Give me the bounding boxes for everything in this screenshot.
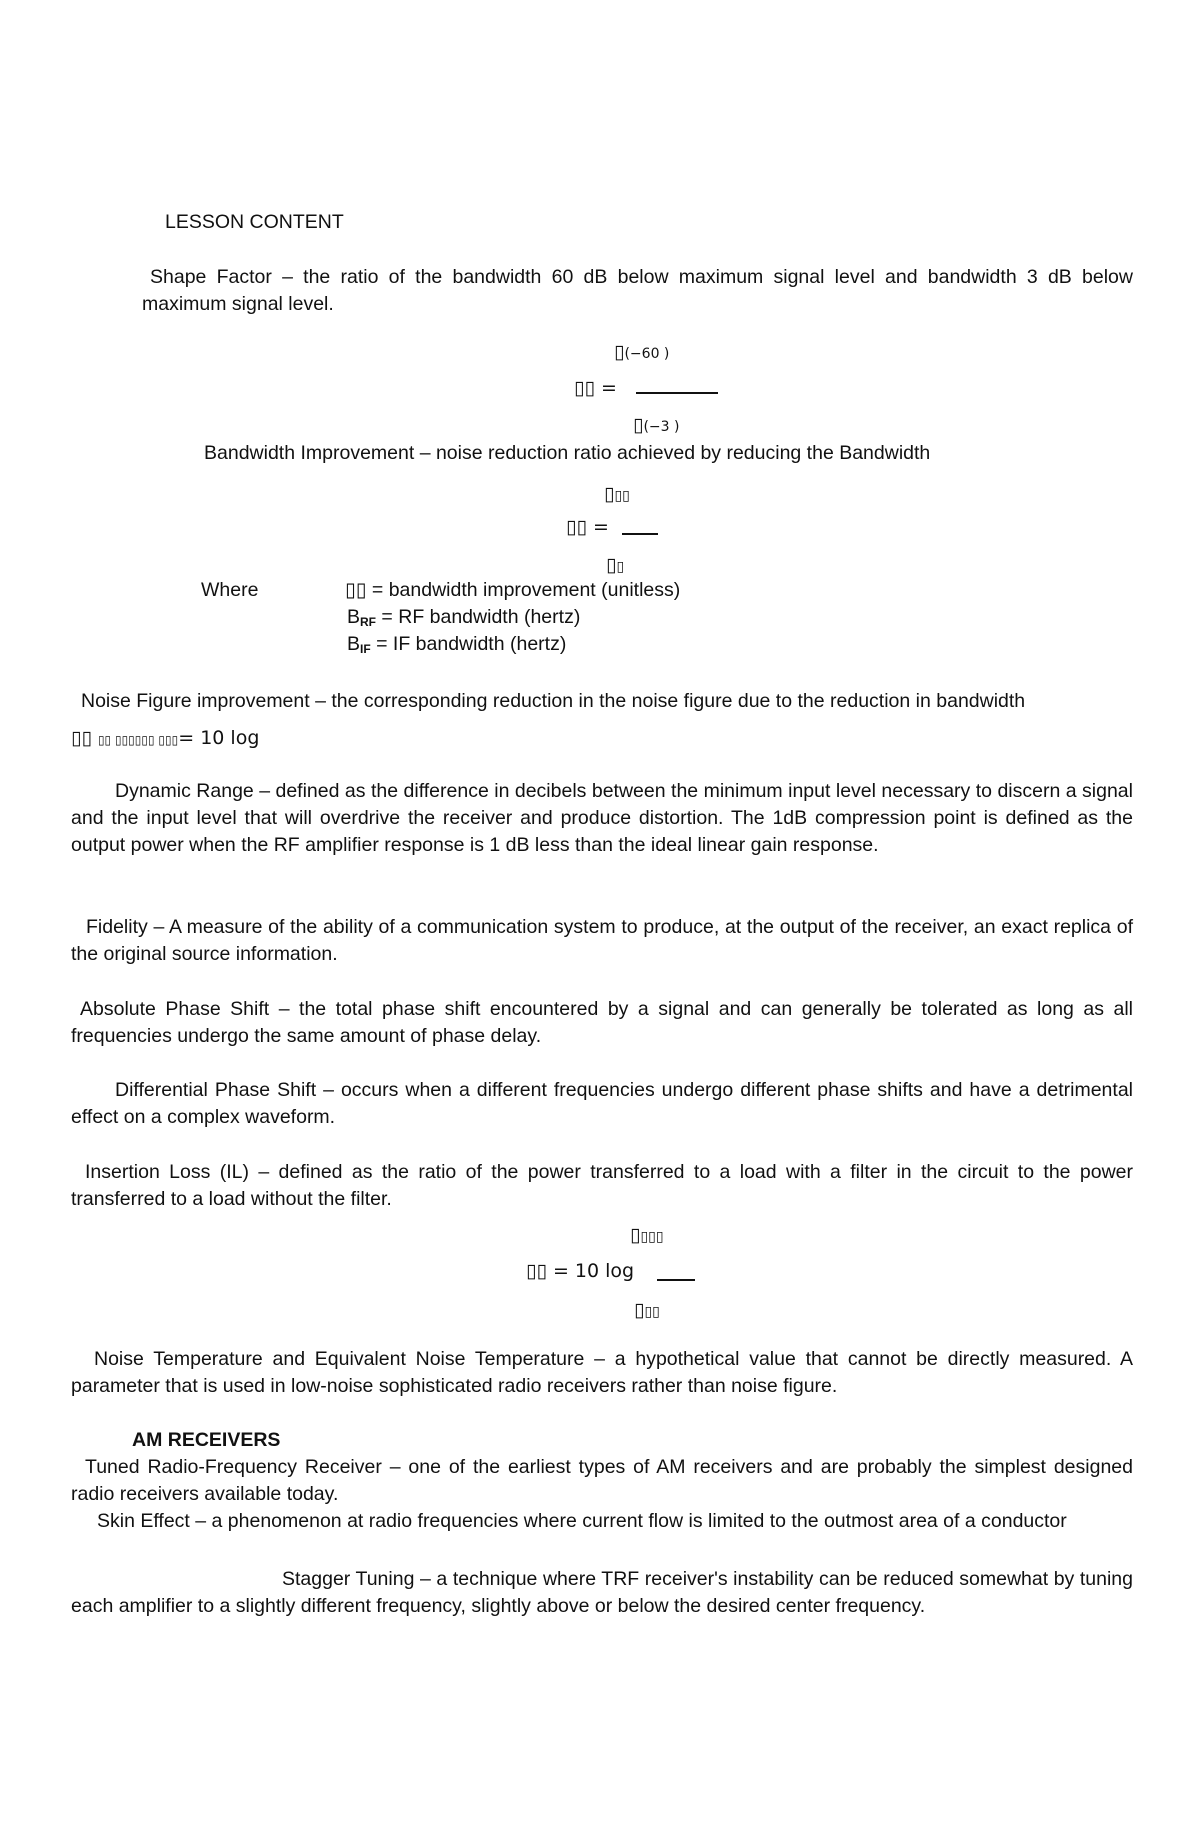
il-lhs: ▯▯ = 10 log (526, 1260, 635, 1282)
shape-factor-lhs: ▯▯ = (574, 377, 617, 399)
absolute-phase-paragraph: Absolute Phase Shift – the total phase shift encountered by a signal and can generally be tolerated as long as all frequencies undergo the same amount of phase delay. (71, 998, 1133, 1047)
brf-definition: $B_{RF}$ = RF bandwidth (hertz) (347, 606, 581, 629)
skin-effect-paragraph: Skin Effect – a phenomenon at radio frequencies where current flow is limited to the outmost area of a conductor (97, 1510, 1067, 1532)
am-receivers-heading: AM RECEIVERS (132, 1429, 281, 1451)
noise-figure-text: Noise Figure improvement – the corresponding reduction in the noise figure due to the reduction in bandwidth (81, 690, 1026, 712)
il-fraction-bar (657, 1279, 695, 1281)
shape-factor-paragraph: Shape Factor – the ratio of the bandwidth 60 dB below maximum signal level and bandwidth 3 dB below maximum signal level. (142, 266, 1133, 315)
bi-denominator: ▯▯ (606, 554, 625, 576)
il-denominator: ▯▯▯ (634, 1299, 660, 1321)
bandwidth-improvement-text: Bandwidth Improvement – noise reduction ratio achieved by reducing the Bandwidth (204, 442, 931, 464)
shape-factor-fraction-bar (636, 392, 718, 394)
where-label: Where (201, 579, 259, 601)
insertion-loss-paragraph: Insertion Loss (IL) – defined as the ratio of the power transferred to a load with a filter in the circuit to the power transferred to a load without the filter. (71, 1161, 1133, 1210)
fidelity-paragraph: Fidelity – A measure of the ability of a communication system to produce, at the output of the receiver, an exact replica of the original source information. (71, 916, 1133, 965)
trf-paragraph: Tuned Radio-Frequency Receiver – one of the earliest types of AM receivers and are probably the simplest designed radio receivers available today. (71, 1456, 1133, 1505)
bi-numerator: ▯▯▯ (604, 483, 630, 505)
bif-definition: $B_{IF}$ = IF bandwidth (hertz) (347, 633, 567, 656)
noise-temperature-paragraph: Noise Temperature and Equivalent Noise Temperature – a hypothetical value that cannot be directly measured. A parameter that is used in low-noise sophisticated radio receivers rather than noise figure. (71, 1348, 1133, 1397)
shape-factor-denominator: ▯(−3 ) (633, 414, 680, 436)
bi-definition: ▯▯ = bandwidth improvement (unitless) (345, 579, 681, 601)
stagger-tuning-paragraph: Stagger Tuning – a technique where TRF receiver's instability can be reduced somewhat by tuning each amplifier to a slightly different frequency, slightly above or below the desired center frequency. (71, 1568, 1133, 1617)
il-numerator: ▯▯▯▯ (630, 1224, 664, 1246)
bi-fraction-bar (622, 533, 658, 535)
bi-lhs: ▯▯ = (566, 516, 609, 538)
shape-factor-numerator: ▯(−60 ) (614, 341, 670, 363)
differential-phase-paragraph: Differential Phase Shift – occurs when a different frequencies undergo different phase shifts and have a detrimental effect on a complex waveform. (71, 1079, 1133, 1128)
dynamic-range-paragraph: Dynamic Range – defined as the difference in decibels between the minimum input level necessary to discern a signal and the input level that will overdrive the receiver and produce distortion. The 1dB compression point is defined as the output power when the RF amplifier response is 1 dB less than the ideal linear gain response. (71, 780, 1133, 856)
lesson-heading: LESSON CONTENT (165, 211, 344, 233)
noise-figure-equation: ▯▯ ▯▯ ▯▯▯▯▯▯ ▯▯▯= 10 log (71, 727, 260, 749)
